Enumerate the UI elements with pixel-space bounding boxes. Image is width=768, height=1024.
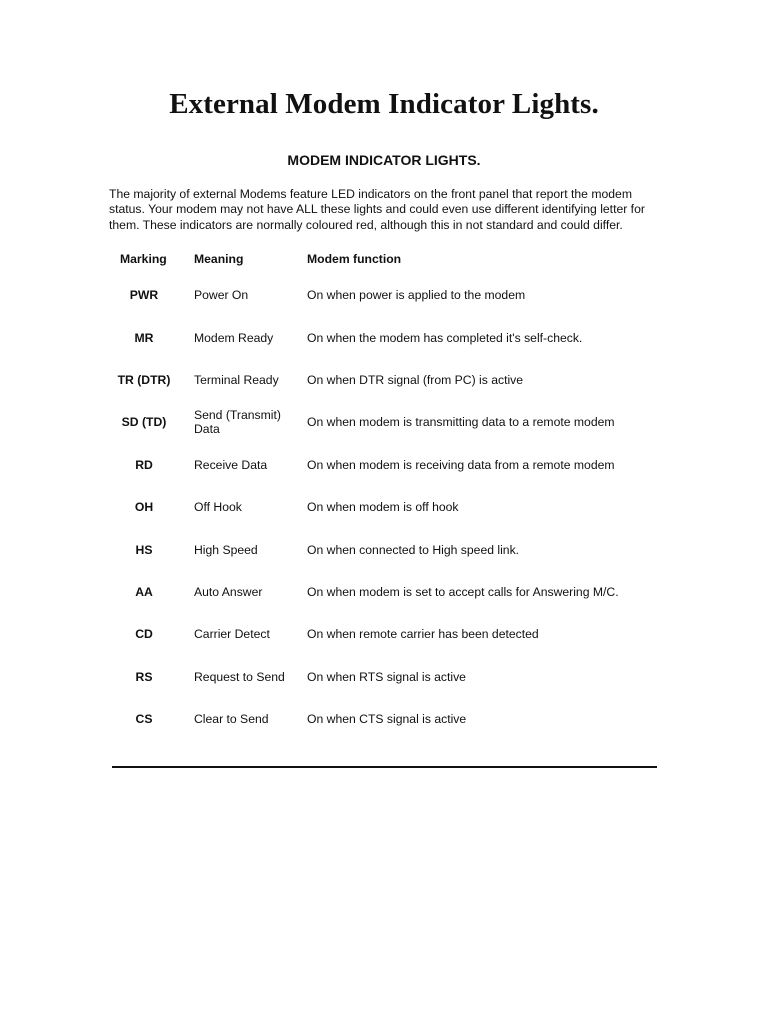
cell-function: On when connected to High speed link. xyxy=(307,542,520,557)
section-heading: MODEM INDICATOR LIGHTS. xyxy=(287,152,481,168)
cell-meaning: Terminal Ready xyxy=(194,372,279,387)
cell-function: On when modem is transmitting data to a remote modem xyxy=(307,415,615,430)
cell-marking: CD xyxy=(135,627,153,642)
table-row xyxy=(108,528,667,570)
table-row xyxy=(108,613,667,655)
cell-marking: CS xyxy=(135,712,153,727)
cell-function: On when DTR signal (from PC) is active xyxy=(307,372,524,387)
cell-function: On when modem is off hook xyxy=(307,500,459,515)
table-header-row xyxy=(108,244,667,274)
indicator-table xyxy=(108,244,667,740)
page-title: External Modem Indicator Lights. xyxy=(169,88,599,120)
cell-meaning: Receive Data xyxy=(194,457,268,472)
table-row xyxy=(108,401,667,443)
cell-meaning: Request to Send xyxy=(194,669,285,684)
cell-marking: MR xyxy=(134,330,154,345)
header-function: Modem function xyxy=(307,252,402,266)
horizontal-divider xyxy=(112,766,657,768)
cell-meaning: Power On xyxy=(194,288,249,303)
cell-marking: RD xyxy=(135,457,153,472)
header-meaning: Meaning xyxy=(194,252,244,266)
header-marking: Marking xyxy=(120,252,167,266)
cell-marking: TR (DTR) xyxy=(117,372,171,387)
cell-marking: RS xyxy=(135,669,153,684)
cell-meaning: Send (Transmit) Data xyxy=(194,408,281,437)
intro-paragraph: The majority of external Modems feature LED indicators on the front panel that report the modem status. Your modem may not have ALL these lights and could even use different identifying letter for them. These indicators are normally coloured red, although this in not standard and could differ. xyxy=(109,187,645,232)
cell-function: On when remote carrier has been detected xyxy=(307,627,539,642)
table-row xyxy=(108,444,667,486)
table-row xyxy=(108,486,667,528)
table-row xyxy=(108,698,667,740)
cell-function: On when modem is set to accept calls for Answering M/C. xyxy=(307,584,619,599)
table-row xyxy=(108,316,667,358)
cell-function: On when power is applied to the modem xyxy=(307,288,526,303)
table-row xyxy=(108,656,667,698)
cell-function: On when CTS signal is active xyxy=(307,712,467,727)
cell-meaning: Auto Answer xyxy=(194,584,263,599)
cell-function: On when modem is receiving data from a remote modem xyxy=(307,457,615,472)
cell-meaning: Carrier Detect xyxy=(194,627,270,642)
cell-marking: SD (TD) xyxy=(121,415,167,430)
table-row xyxy=(108,571,667,613)
table-row xyxy=(108,359,667,401)
cell-meaning: High Speed xyxy=(194,542,258,557)
cell-marking: HS xyxy=(135,542,153,557)
cell-marking: OH xyxy=(134,500,154,515)
cell-marking: AA xyxy=(135,584,153,599)
cell-marking: PWR xyxy=(129,288,159,303)
cell-meaning: Clear to Send xyxy=(194,712,269,727)
cell-meaning: Off Hook xyxy=(194,500,242,515)
cell-meaning: Modem Ready xyxy=(194,330,274,345)
table-row xyxy=(108,274,667,316)
cell-function: On when the modem has completed it's self-check. xyxy=(307,330,583,345)
cell-function: On when RTS signal is active xyxy=(307,669,466,684)
